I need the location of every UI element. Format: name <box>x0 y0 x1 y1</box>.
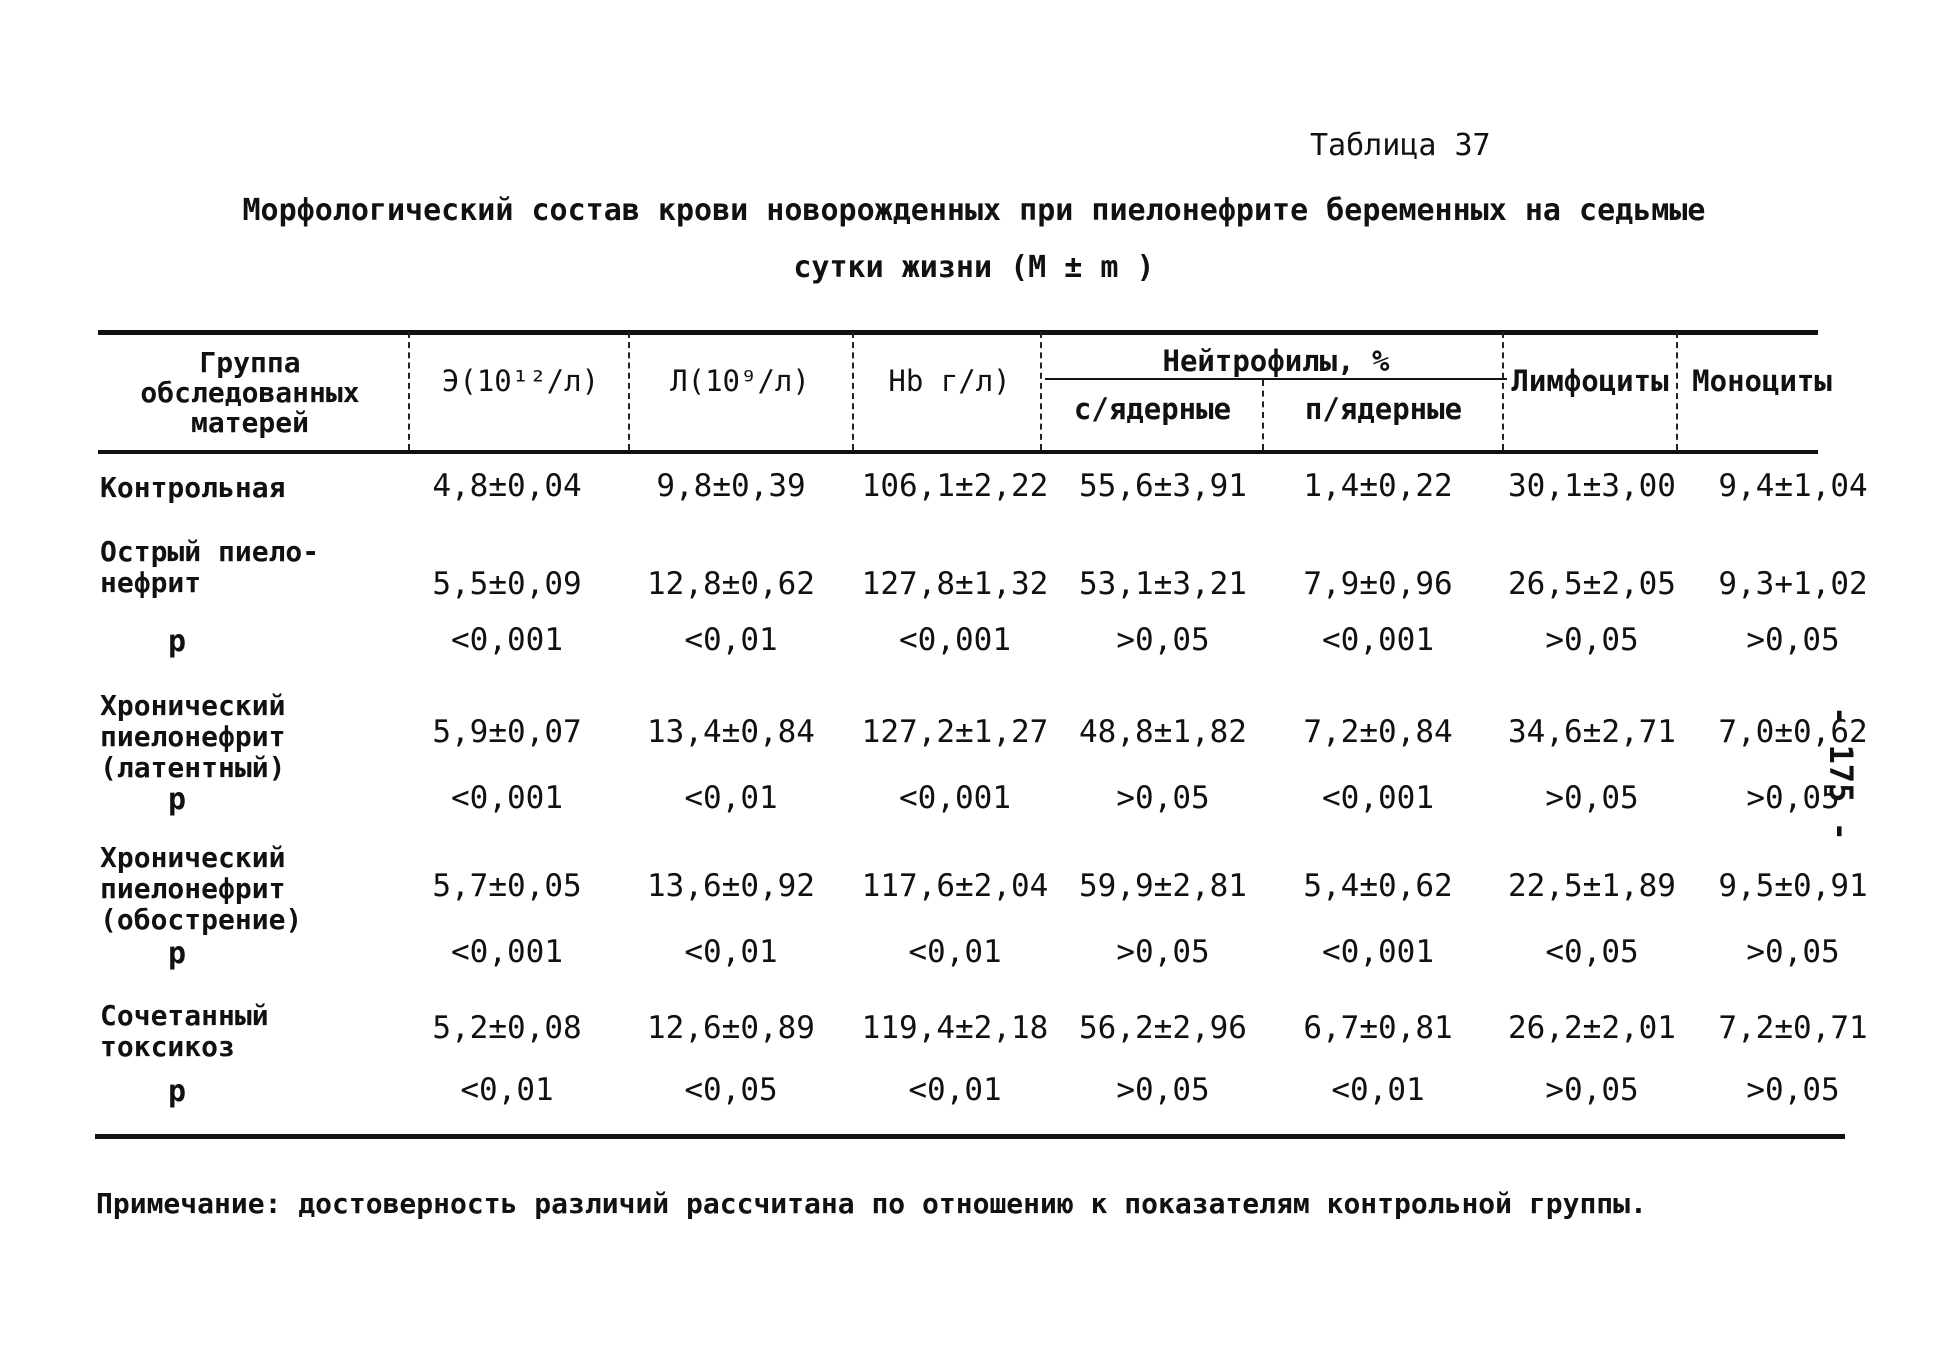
cell-value: 117,6±2,04 <box>861 868 1049 904</box>
cell-value: 55,6±3,91 <box>1079 468 1247 504</box>
p-value: <0,01 <box>684 934 778 970</box>
cell-value: 7,0±0,62 <box>1718 714 1868 750</box>
header-lymphocytes: Лимфоциты <box>1511 364 1669 398</box>
cell-value: 5,9±0,07 <box>432 714 582 750</box>
header-divider <box>408 332 410 450</box>
cell-value: 9,3+1,02 <box>1718 566 1868 602</box>
cell-value: 12,6±0,89 <box>647 1010 815 1046</box>
cell-value: 6,7±0,81 <box>1303 1010 1453 1046</box>
header-hb: Hb г/л) <box>888 364 1011 398</box>
header-divider <box>1040 332 1042 450</box>
cell-value: 7,2±0,71 <box>1718 1010 1868 1046</box>
p-label: p <box>168 782 187 817</box>
cell-value: 34,6±2,71 <box>1508 714 1676 750</box>
cell-value: 53,1±3,21 <box>1079 566 1247 602</box>
p-value: <0,01 <box>908 1072 1002 1108</box>
header-erythrocytes: Э(10¹²/л) <box>441 364 600 398</box>
table-title-line2: сутки жизни (M ± m ) <box>793 250 1155 285</box>
header-leukocytes: Л(10⁹/л) <box>670 364 810 398</box>
p-value: >0,05 <box>1116 934 1210 970</box>
header-monocytes: Моноциты <box>1692 364 1832 398</box>
cell-value: 59,9±2,81 <box>1079 868 1247 904</box>
cell-value: 7,2±0,84 <box>1303 714 1453 750</box>
cell-value: 5,7±0,05 <box>432 868 582 904</box>
p-value: >0,05 <box>1746 1072 1840 1108</box>
cell-value: 4,8±0,04 <box>432 468 582 504</box>
p-value: <0,001 <box>451 622 563 658</box>
cell-value: 127,8±1,32 <box>861 566 1049 602</box>
cell-value: 26,5±2,05 <box>1508 566 1676 602</box>
cell-value: 56,2±2,96 <box>1079 1010 1247 1046</box>
cell-value: 5,2±0,08 <box>432 1010 582 1046</box>
cell-value: 9,4±1,04 <box>1718 468 1868 504</box>
p-value: <0,05 <box>1545 934 1639 970</box>
p-value: <0,001 <box>1322 622 1434 658</box>
row-label: Острый пиело- нефрит <box>100 535 320 599</box>
p-label: p <box>168 624 187 659</box>
row-label: Сочетанный токсикоз <box>100 999 269 1063</box>
p-value: <0,001 <box>899 622 1011 658</box>
cell-value: 127,2±1,27 <box>861 714 1049 750</box>
p-value: >0,05 <box>1545 1072 1639 1108</box>
header-divider <box>852 332 854 450</box>
cell-value: 26,2±2,01 <box>1508 1010 1676 1046</box>
p-value: <0,01 <box>908 934 1002 970</box>
cell-value: 22,5±1,89 <box>1508 868 1676 904</box>
p-value: <0,001 <box>451 934 563 970</box>
p-value: <0,05 <box>684 1072 778 1108</box>
p-value: >0,05 <box>1545 780 1639 816</box>
p-value: >0,05 <box>1746 622 1840 658</box>
p-value: <0,01 <box>460 1072 554 1108</box>
cell-value: 7,9±0,96 <box>1303 566 1453 602</box>
neutrophils-rule <box>1045 378 1507 380</box>
p-value: <0,01 <box>1331 1072 1425 1108</box>
p-value: <0,001 <box>899 780 1011 816</box>
p-value: <0,01 <box>684 622 778 658</box>
cell-value: 12,8±0,62 <box>647 566 815 602</box>
page-number: - 175 - <box>1822 706 1860 841</box>
p-value: >0,05 <box>1746 934 1840 970</box>
header-band: п/ядерные <box>1304 392 1463 426</box>
cell-value: 48,8±1,82 <box>1079 714 1247 750</box>
cell-value: 13,6±0,92 <box>647 868 815 904</box>
p-value: >0,05 <box>1116 1072 1210 1108</box>
header-neutrophils: Нейтрофилы, % <box>1162 344 1390 378</box>
cell-value: 9,8±0,39 <box>656 468 806 504</box>
cell-value: 5,4±0,62 <box>1303 868 1453 904</box>
p-value: <0,001 <box>451 780 563 816</box>
p-value: <0,001 <box>1322 780 1434 816</box>
p-value: >0,05 <box>1116 622 1210 658</box>
header-divider <box>628 332 630 450</box>
table-number: Таблица 37 <box>1310 128 1491 163</box>
header-group: Группа обследованных матерей <box>140 346 360 439</box>
cell-value: 1,4±0,22 <box>1303 468 1453 504</box>
table-top-rule <box>98 330 1818 335</box>
p-label: p <box>168 936 187 971</box>
row-label: Хронический пиелонефрит (обострение) <box>100 841 303 936</box>
header-segmented: с/ядерные <box>1073 392 1232 426</box>
p-value: <0,01 <box>684 780 778 816</box>
header-bottom-rule <box>98 450 1818 454</box>
table-bottom-rule <box>95 1134 1845 1139</box>
p-label: p <box>168 1074 187 1109</box>
cell-value: 30,1±3,00 <box>1508 468 1676 504</box>
row-label: Хронический пиелонефрит (латентный) <box>100 689 286 784</box>
cell-value: 106,1±2,22 <box>861 468 1049 504</box>
p-value: >0,05 <box>1116 780 1210 816</box>
header-divider <box>1262 380 1264 450</box>
p-value: <0,001 <box>1322 934 1434 970</box>
row-label: Контрольная <box>100 471 286 504</box>
table-title: Морфологический состав крови новорожденных при пиелонефрите беременных на седьмые <box>242 193 1706 228</box>
cell-value: 5,5±0,09 <box>432 566 582 602</box>
p-value: >0,05 <box>1746 780 1840 816</box>
cell-value: 119,4±2,18 <box>861 1010 1049 1046</box>
table-note: Примечание: достоверность различий рассчитана по отношению к показателям контрольной группы. <box>96 1187 1647 1220</box>
cell-value: 13,4±0,84 <box>647 714 815 750</box>
p-value: >0,05 <box>1545 622 1639 658</box>
cell-value: 9,5±0,91 <box>1718 868 1868 904</box>
